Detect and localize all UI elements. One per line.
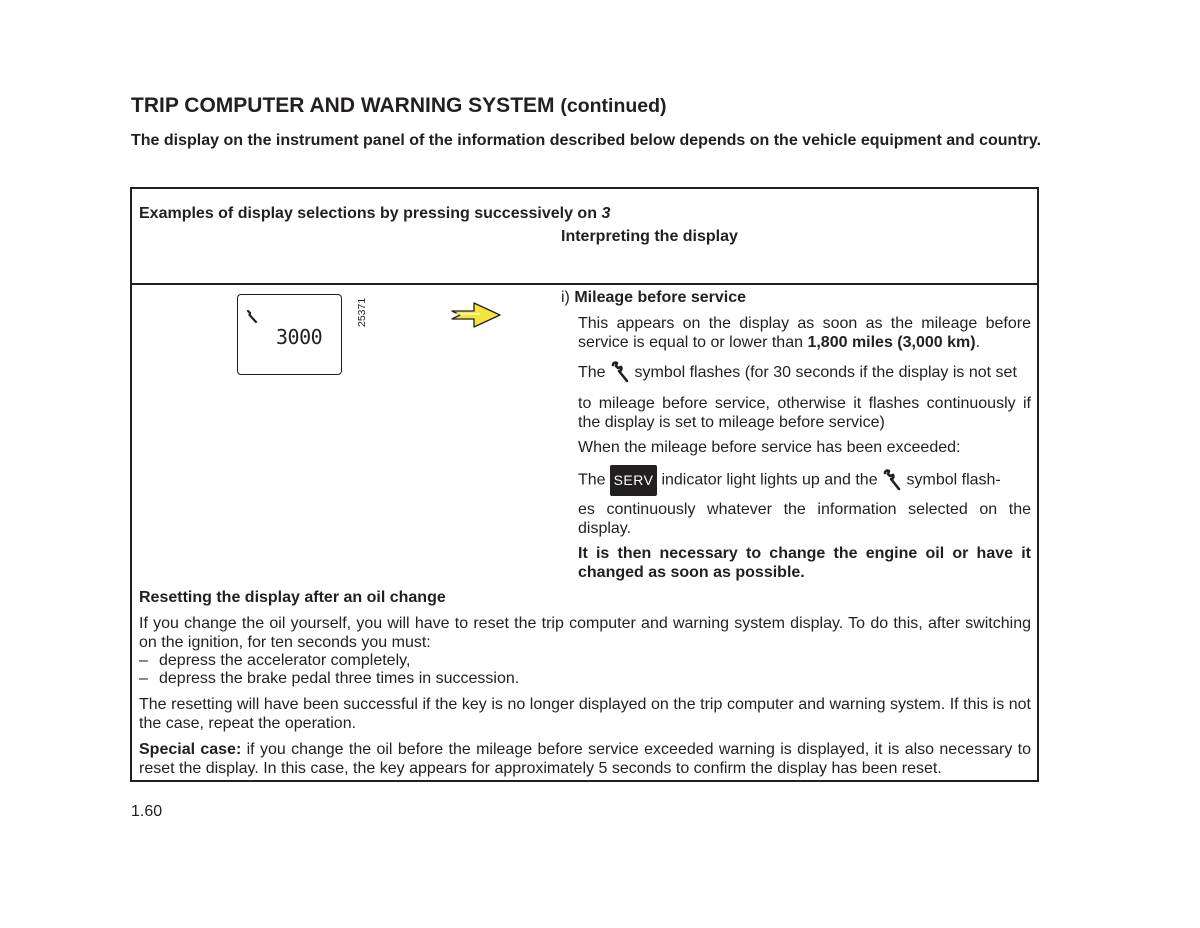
list-dash: – (139, 652, 148, 669)
header-left-key: 3 (601, 205, 611, 222)
wrench-icon (610, 361, 630, 385)
section-letter: i) (561, 289, 570, 306)
p1-bold: 1,800 miles (3,000 km) (807, 334, 976, 351)
list-item (139, 670, 519, 689)
info-table (130, 187, 1039, 782)
title-main: TRIP COMPUTER AND WARNING SYSTEM (131, 94, 555, 117)
reset-paragraph-intro: If you change the oil yourself, you will have to reset the trip computer and warning system display. To do this, after switching on the ignition, for ten seconds you must: (139, 615, 1031, 651)
special-case-label: Special case: (139, 741, 242, 758)
wrench-icon (882, 469, 902, 493)
p2-pre: The (578, 364, 606, 382)
header-right: Interpreting the display (561, 228, 738, 245)
intro-text: The display on the instrument panel of the information described below depends on the vehicle equipment and country. (131, 132, 1042, 149)
lcd-value: 3000 (276, 325, 323, 349)
list-item-text: depress the accelerator completely, (159, 652, 411, 669)
list-dash: – (139, 670, 148, 687)
title-continued: (continued) (560, 95, 667, 117)
yellow-arrow-icon (450, 300, 504, 330)
paragraph-mileage (578, 314, 1031, 352)
header-left-text: Examples of display selections by pressing successively on (139, 205, 597, 222)
p1-end: . (975, 334, 981, 351)
p5-mid: indicator light lights up and the (661, 471, 878, 489)
list-item (139, 652, 410, 671)
lcd-display (237, 294, 342, 375)
paragraph-exceeded: When the mileage before service has been exceeded: (578, 439, 961, 456)
header-divider (132, 283, 1037, 285)
page-title (131, 94, 667, 118)
paragraph-continuously: es continuously whatever the information selected on the display. (578, 501, 1031, 537)
paragraph-change-oil: It is then necessary to change the engine oil or have it changed as soon as possible. (578, 545, 1031, 581)
paragraph-serv-indicator (578, 465, 1031, 496)
reset-paragraph-success: The resetting will have been successful if the key is no longer displayed on the trip computer and warning system. If this is not the case, repeat the operation. (139, 696, 1031, 732)
serv-indicator-icon: SERV (610, 465, 658, 496)
special-case-text: if you change the oil before the mileage before service exceeded warning is displayed, it is also necessary to reset the display. In this case, the key appears for approximately 5 seconds to confirm the display has been reset. (139, 741, 1031, 777)
special-case-paragraph (139, 741, 1031, 778)
p2-post: symbol flashes (for 30 seconds if the display is not set (634, 364, 1017, 382)
page-number: 1.60 (131, 803, 163, 820)
p1-text: This appears on the display as soon as the mileage before service is equal to or lower than (578, 315, 1031, 351)
p5-pre: The (578, 471, 606, 489)
list-item-text: depress the brake pedal three times in succession. (159, 670, 520, 687)
paragraph-wrench-flash (578, 361, 1031, 385)
section-title: Mileage before service (574, 289, 746, 306)
section-heading (561, 288, 746, 307)
wrench-icon (246, 310, 258, 324)
image-reference-number: 25371 (356, 297, 368, 327)
p5-post: symbol flash- (906, 471, 1001, 489)
paragraph-flash-continuously: to mileage before service, otherwise it flashes continuously if the display is set to mileage before service) (578, 395, 1031, 431)
reset-heading: Resetting the display after an oil change (139, 589, 446, 606)
header-left (139, 205, 610, 224)
